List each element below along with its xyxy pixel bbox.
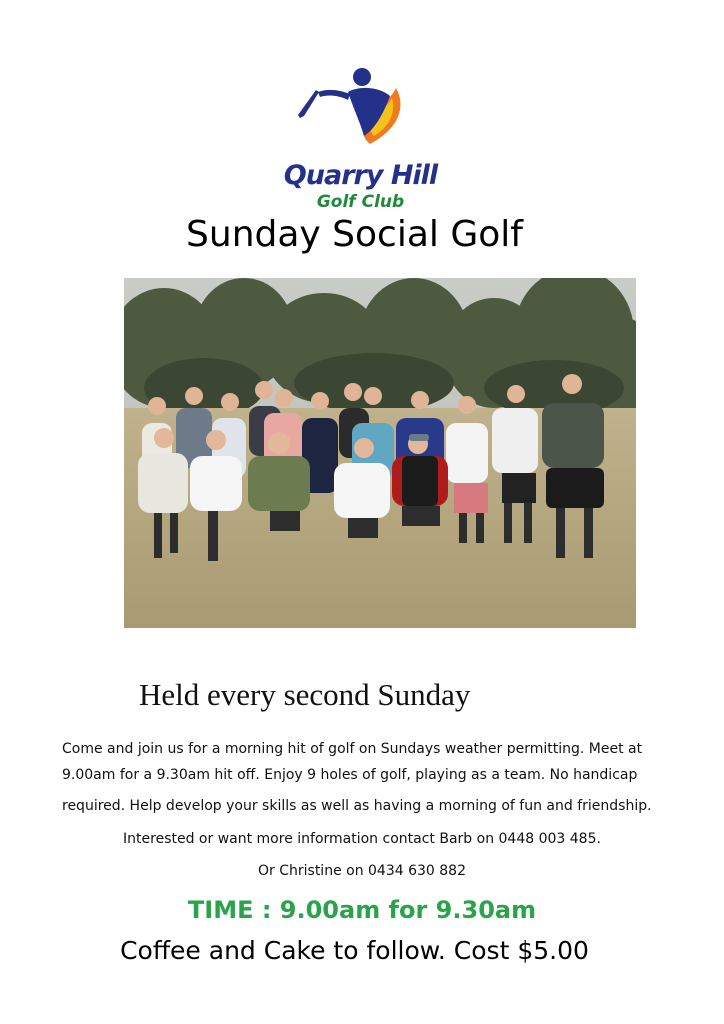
coffee-cost-line: Coffee and Cake to follow. Cost $5.00 xyxy=(120,936,589,965)
contact-barb: Interested or want more information contact Barb on 0448 003 485. xyxy=(123,831,601,847)
club-name: Quarry Hill xyxy=(283,160,438,191)
club-subtitle: Golf Club xyxy=(316,192,405,212)
description-line-1: Come and join us for a morning hit of golf on Sundays weather permitting. Meet at xyxy=(62,741,643,757)
club-logo xyxy=(278,66,443,216)
subheading: Held every second Sunday xyxy=(139,677,471,712)
group-photo xyxy=(124,278,636,628)
golfer-swing-icon xyxy=(278,66,443,156)
contact-christine: Or Christine on 0434 630 882 xyxy=(258,863,466,879)
time-banner: TIME : 9.00am for 9.30am xyxy=(187,896,537,924)
description-line-3: required. Help develop your skills as well as having a morning of fun and friendship. xyxy=(62,798,652,814)
description-line-2: 9.00am for a 9.30am hit off. Enjoy 9 holes of golf, playing as a team. No handicap xyxy=(62,767,638,783)
page-title: Sunday Social Golf xyxy=(186,214,523,255)
